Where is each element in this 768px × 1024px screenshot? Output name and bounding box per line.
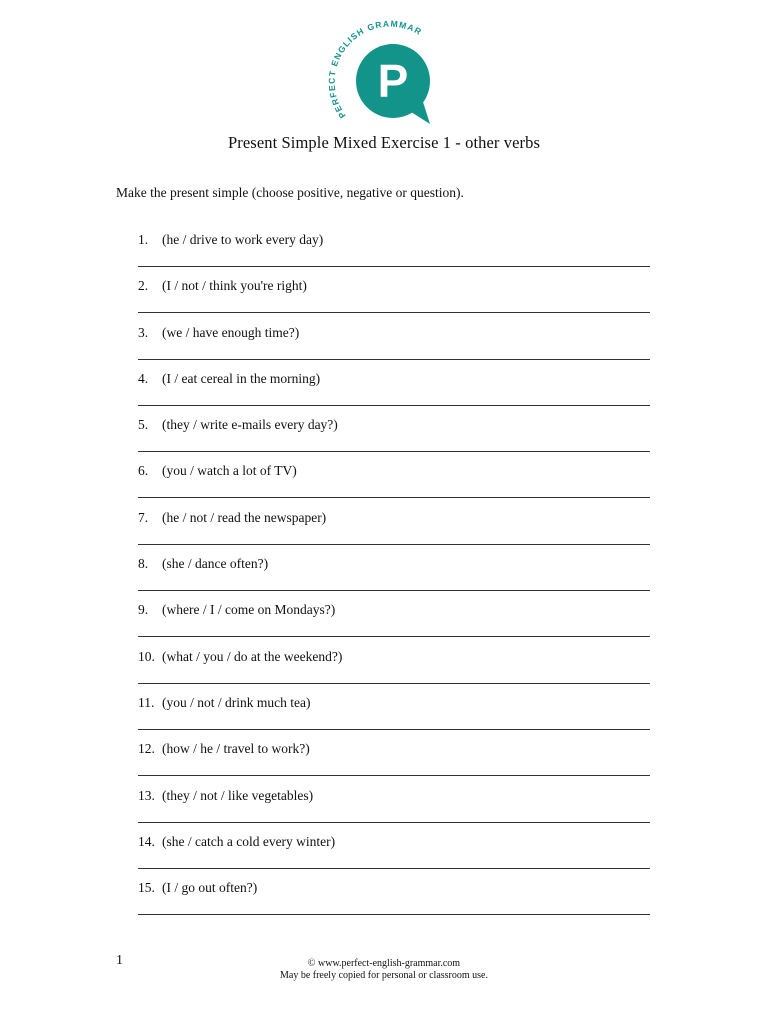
exercise-number: 1. [138, 232, 149, 247]
answer-line[interactable] [138, 544, 650, 545]
answer-line[interactable] [138, 590, 650, 591]
answer-line[interactable] [138, 775, 650, 776]
answer-line[interactable] [138, 405, 650, 406]
copyright-text: © www.perfect-english-grammar.com [307, 958, 461, 969]
page-title: Present Simple Mixed Exercise 1 - other verbs [228, 133, 540, 152]
answer-line[interactable] [138, 868, 650, 869]
perfect-english-grammar-logo [326, 20, 442, 124]
exercise-item [138, 370, 650, 416]
exercise-prompt: (they / write e-mails every day?) [162, 417, 338, 433]
footer [0, 958, 768, 982]
exercise-number: 6. [138, 463, 149, 479]
exercise-prompt: (how / he / travel to work?) [162, 741, 310, 757]
exercise-item [138, 694, 650, 740]
answer-line[interactable] [138, 359, 650, 360]
exercise-number: 13. [138, 787, 155, 803]
exercise-prompt: (I / not / think you're right) [162, 278, 307, 294]
exercise-number: 4. [138, 370, 149, 386]
exercise-item [138, 555, 650, 601]
exercise-number: 3. [138, 324, 149, 340]
exercise-item [138, 416, 650, 462]
answer-line[interactable] [138, 729, 650, 730]
usage-note: May be freely copied for personal or classroom use. [280, 970, 488, 981]
exercise-list [138, 231, 650, 925]
exercise-item [138, 231, 650, 277]
logo-letter: P [377, 55, 409, 107]
exercise-prompt: (I / go out often?) [162, 880, 258, 896]
exercise-prompt: (where / I / come on Mondays?) [162, 602, 336, 618]
exercise-prompt: (I / eat cereal in the morning) [162, 370, 321, 386]
answer-line[interactable] [138, 266, 650, 267]
exercise-number: 9. [138, 602, 149, 618]
exercise-item [138, 740, 650, 786]
exercise-prompt: (they / not / like vegetables) [162, 787, 314, 803]
svg-text:PERFECT ENGLISH GRAMMAR: PERFECT ENGLISH GRAMMAR [326, 20, 424, 121]
exercise-number: 14. [138, 833, 155, 849]
answer-line[interactable] [138, 451, 650, 452]
exercise-number: 11. [138, 694, 155, 710]
exercise-prompt: (what / you / do at the weekend?) [162, 648, 343, 664]
exercise-number: 2. [138, 278, 149, 294]
exercise-number: 7. [138, 509, 149, 525]
exercise-prompt: (he / drive to work every day) [162, 232, 324, 247]
exercise-item [138, 462, 650, 508]
exercise-number: 5. [138, 417, 149, 433]
exercise-item [138, 787, 650, 833]
answer-line[interactable] [138, 636, 650, 637]
answer-line[interactable] [138, 497, 650, 498]
exercise-item [138, 601, 650, 647]
exercise-prompt: (he / not / read the newspaper) [162, 509, 327, 525]
exercise-item [138, 648, 650, 694]
exercise-number: 12. [138, 741, 155, 757]
exercise-prompt: (she / dance often?) [162, 556, 269, 572]
page-number: 1 [116, 953, 123, 968]
exercise-item [138, 277, 650, 323]
answer-line[interactable] [138, 822, 650, 823]
instructions: Make the present simple (choose positive, negative or question). [116, 185, 464, 200]
exercise-item [138, 833, 650, 879]
answer-line[interactable] [138, 312, 650, 313]
exercise-item [138, 509, 650, 555]
exercise-prompt: (she / catch a cold every winter) [162, 833, 336, 849]
exercise-item [138, 879, 650, 925]
answer-line[interactable] [138, 914, 650, 915]
exercise-prompt: (we / have enough time?) [162, 324, 300, 340]
exercise-prompt: (you / watch a lot of TV) [162, 463, 297, 479]
exercise-prompt: (you / not / drink much tea) [162, 694, 311, 710]
exercise-item [138, 324, 650, 370]
exercise-number: 8. [138, 556, 149, 572]
answer-line[interactable] [138, 683, 650, 684]
exercise-number: 15. [138, 880, 155, 896]
exercise-number: 10. [138, 648, 155, 664]
